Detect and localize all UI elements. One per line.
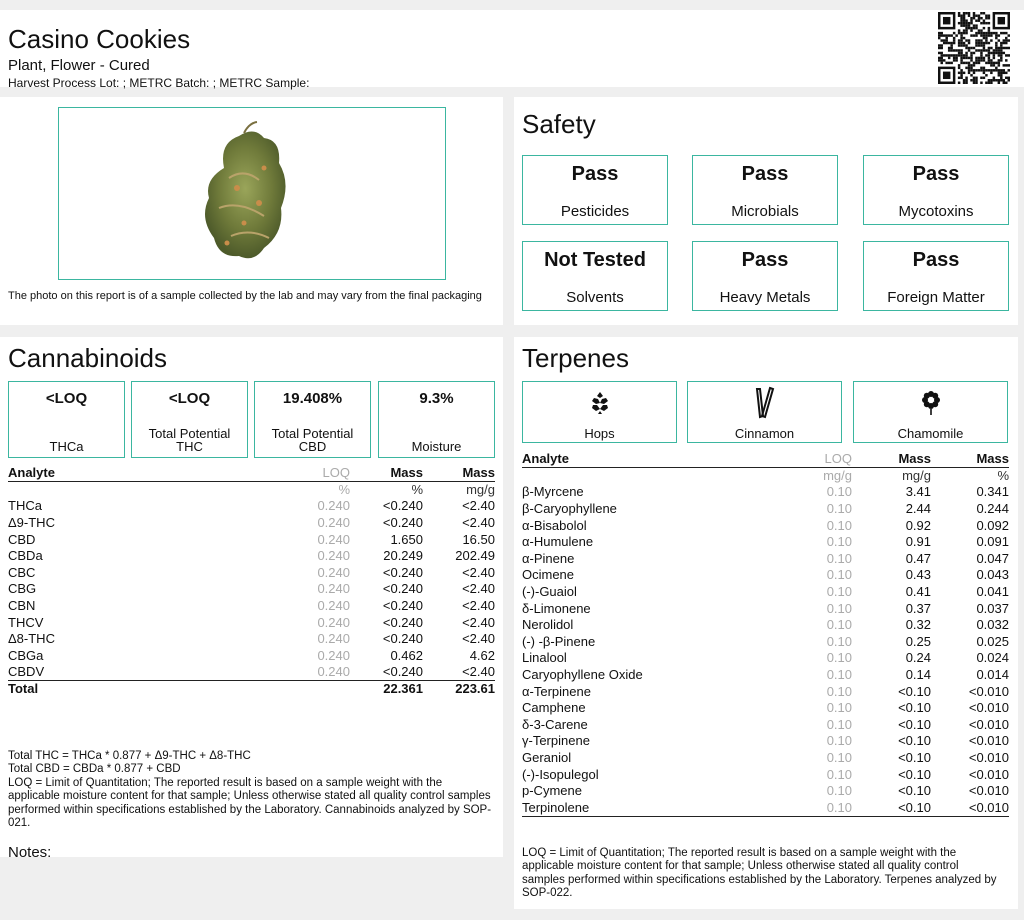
mass-pct-value: 0.032 — [976, 617, 1009, 633]
mass-pct-value: <0.010 — [968, 783, 1009, 799]
safety-test-foreign-matter — [863, 241, 1009, 311]
mass-mg-value: <2.40 — [462, 498, 495, 514]
mass-mg-value: 0.25 — [905, 633, 931, 649]
analyte-name: p-Cymene — [522, 783, 582, 799]
mass-pct-value: <0.010 — [968, 733, 1009, 749]
table-row — [8, 515, 495, 532]
table-row — [522, 766, 1009, 783]
hops-icon — [587, 390, 613, 416]
table-row — [522, 717, 1009, 734]
mass-pct-value: <0.010 — [968, 766, 1009, 782]
mass-pct-value: 0.091 — [976, 534, 1009, 550]
product-type: Plant, Flower - Cured — [8, 57, 150, 74]
mass-pct-value: <0.240 — [382, 664, 423, 680]
loq-value: 0.240 — [317, 548, 350, 564]
loq-value: 0.240 — [317, 498, 350, 514]
loq-value: 0.10 — [826, 600, 852, 616]
safety-result: Pass — [741, 163, 789, 185]
mass-mg-value: <2.40 — [462, 664, 495, 680]
cannabinoids-panel — [0, 337, 503, 861]
table-row — [522, 700, 1009, 717]
cannabinoids-title: Cannabinoids — [8, 343, 168, 373]
loq-value: 0.10 — [826, 683, 852, 699]
safety-label: Foreign Matter — [887, 289, 985, 306]
summary-value: 9.3% — [419, 390, 454, 407]
mass-pct-unit: % — [997, 468, 1009, 484]
loq-value: 0.10 — [826, 484, 852, 500]
mass-pct-value: 0.041 — [976, 584, 1009, 600]
mass-mg-value: 0.47 — [905, 550, 931, 566]
table-row — [522, 733, 1009, 750]
mass-mg-value: 0.91 — [905, 534, 931, 550]
loq-value: 0.10 — [826, 700, 852, 716]
mass-pct-value: <0.010 — [968, 749, 1009, 765]
mass-pct-value: <0.240 — [382, 515, 423, 531]
summary-label: Total Potential CBD — [271, 426, 354, 454]
total-label: Total — [8, 681, 258, 698]
loq-value: 0.10 — [826, 534, 852, 550]
table-row — [522, 650, 1009, 667]
mass-pct-value: <0.010 — [931, 799, 1009, 816]
analyte-name: Linalool — [522, 650, 567, 666]
table-row — [8, 565, 495, 582]
analyte-name: (-)-Guaiol — [522, 584, 577, 600]
mass-pct-value: <0.010 — [968, 700, 1009, 716]
mass-mg-value: <2.40 — [462, 614, 495, 630]
analyte-name: Δ8-THC — [8, 631, 55, 647]
mass-pct-value: <0.240 — [382, 631, 423, 647]
loq-value: 0.240 — [317, 647, 350, 663]
table-row — [8, 498, 495, 515]
summary-total-thc — [131, 381, 248, 458]
loq-unit: mg/g — [823, 468, 852, 484]
table-row — [522, 484, 1009, 501]
terpenes-notes: LOQ = Limit of Quantitation; The reported result is based on a sample weight with the applicable moisture content for that sample; Unless otherwise stated all quality control samples performed within specifications established by the Laboratory. Terpenes analyzed by SOP-022. — [522, 847, 997, 900]
mass-mg-value: 0.32 — [905, 617, 931, 633]
analyte-name: Caryophyllene Oxide — [522, 667, 643, 683]
safety-test-pesticides — [522, 155, 668, 225]
mass-pct-value: 0.043 — [976, 567, 1009, 583]
total-cbd-formula: Total CBD = CBDa * 0.877 + CBD — [8, 763, 181, 776]
table-row — [8, 664, 495, 681]
loq-value: 0.10 — [826, 783, 852, 799]
summary-label: Moisture — [411, 439, 462, 454]
summary-label: Total Potential THC — [148, 426, 231, 454]
mass-pct-value: <0.240 — [382, 614, 423, 630]
loq-value: 0.240 — [317, 631, 350, 647]
table-row — [8, 548, 495, 565]
loq-value: 0.10 — [752, 799, 852, 816]
safety-result: Pass — [571, 163, 619, 185]
analyte-name: Geraniol — [522, 749, 572, 765]
terpenes-panel — [514, 337, 1018, 909]
mass-mg-value: <0.10 — [898, 733, 931, 749]
mass-pct-value: <0.240 — [382, 581, 423, 597]
safety-title: Safety — [522, 109, 596, 139]
loq-value: 0.10 — [826, 633, 852, 649]
analyte-name: α-Bisabolol — [522, 517, 587, 533]
loq-value: 0.10 — [826, 733, 852, 749]
table-row — [8, 631, 495, 648]
loq-value: 0.10 — [826, 749, 852, 765]
photo-caption: The photo on this report is of a sample collected by the lab and may vary from the final packaging — [8, 290, 482, 302]
report-header — [0, 10, 1024, 90]
lot-info: Harvest Process Lot: ; METRC Batch: ; METRC Sample: — [8, 76, 310, 90]
mass-pct-value: 0.462 — [390, 647, 423, 663]
mass-mg-value: <2.40 — [462, 631, 495, 647]
loq-value: 0.240 — [317, 581, 350, 597]
analyte-name: CBD — [8, 531, 36, 547]
table-row — [522, 517, 1009, 534]
mass-mg-value: 0.43 — [905, 567, 931, 583]
analyte-name: THCV — [8, 614, 44, 630]
mass-pct-value: 1.650 — [390, 531, 423, 547]
safety-result: Pass — [912, 163, 960, 185]
summary-label: THCa — [49, 439, 84, 454]
mass-pct-value: <0.240 — [382, 598, 423, 614]
mass-mg-value: <0.10 — [898, 700, 931, 716]
mass-mg-value: 16.50 — [462, 531, 495, 547]
table-row — [8, 598, 495, 615]
analyte-name: CBG — [8, 581, 37, 597]
mass-pct-unit: % — [411, 482, 423, 498]
total-row — [8, 681, 495, 698]
analyte-name: α-Pinene — [522, 550, 575, 566]
photo-panel — [0, 97, 503, 325]
loq-value: 0.10 — [826, 766, 852, 782]
terpenes-table — [522, 451, 1009, 817]
analyte-name: Camphene — [522, 700, 586, 716]
terpenes-title: Terpenes — [522, 343, 629, 373]
analyte-name: THCa — [8, 498, 42, 514]
loq-value: 0.10 — [826, 716, 852, 732]
loq-value: 0.240 — [317, 531, 350, 547]
table-row — [522, 501, 1009, 518]
sample-photo — [58, 107, 446, 280]
table-row — [522, 584, 1009, 601]
strain-title: Casino Cookies — [8, 24, 191, 54]
analyte-name: Ocimene — [522, 567, 575, 583]
table-row — [522, 567, 1009, 584]
aroma-chamomile — [853, 381, 1008, 443]
cannabis-bud-icon — [59, 108, 444, 278]
mass-pct-header: Mass — [931, 451, 1009, 468]
analyte-name: CBDa — [8, 548, 43, 564]
mass-mg-value: 0.14 — [905, 667, 931, 683]
mass-pct-value: 0.092 — [976, 517, 1009, 533]
mass-mg-value: 4.62 — [469, 647, 495, 663]
analyte-header: Analyte — [8, 465, 258, 482]
loq-value: 0.10 — [826, 567, 852, 583]
analyte-name: CBC — [8, 564, 36, 580]
analyte-name: α-Terpinene — [522, 683, 591, 699]
table-row — [522, 799, 1009, 816]
table-header-row — [522, 451, 1009, 468]
mass-mg-value: 202.49 — [455, 548, 495, 564]
safety-label: Heavy Metals — [719, 289, 811, 306]
cinnamon-icon — [752, 386, 778, 420]
safety-label: Microbials — [731, 203, 799, 220]
loq-value: 0.240 — [317, 664, 350, 680]
mass-mg-value: 3.41 — [905, 484, 931, 500]
mass-pct-value: 0.014 — [976, 667, 1009, 683]
safety-result: Not Tested — [544, 249, 646, 271]
mass-mg-header: Mass — [423, 465, 495, 482]
aroma-label: Hops — [584, 426, 615, 441]
aroma-label: Cinnamon — [734, 426, 795, 441]
analyte-name: α-Humulene — [522, 534, 594, 550]
summary-thca — [8, 381, 125, 458]
mass-pct-value: <0.010 — [968, 683, 1009, 699]
mass-pct-value: 0.047 — [976, 550, 1009, 566]
mass-mg-header: Mass — [852, 451, 931, 468]
total-pct: 22.361 — [350, 681, 423, 698]
units-row — [522, 468, 1009, 485]
units-row — [8, 482, 495, 499]
mass-mg-value: 0.92 — [905, 517, 931, 533]
table-header-row — [8, 465, 495, 482]
analyte-name: CBN — [8, 598, 36, 614]
loq-header: LOQ — [752, 451, 852, 468]
table-row — [8, 581, 495, 598]
table-row — [522, 617, 1009, 634]
summary-value: <LOQ — [45, 390, 88, 407]
mass-mg-value: <2.40 — [462, 581, 495, 597]
safety-test-microbials — [692, 155, 838, 225]
total-mg: 223.61 — [423, 681, 495, 698]
mass-mg-value: 0.24 — [905, 650, 931, 666]
table-row — [522, 551, 1009, 568]
mass-pct-value: 0.025 — [976, 633, 1009, 649]
mass-mg-value: <0.10 — [898, 749, 931, 765]
aroma-label: Chamomile — [897, 426, 964, 441]
mass-pct-value: 0.244 — [976, 501, 1009, 517]
analyte-name: Terpinolene — [522, 799, 752, 816]
mass-mg-value: <2.40 — [462, 564, 495, 580]
analyte-name: δ-3-Carene — [522, 716, 588, 732]
table-row — [522, 683, 1009, 700]
safety-test-mycotoxins — [863, 155, 1009, 225]
safety-panel — [514, 97, 1018, 325]
loq-disclaimer: LOQ = Limit of Quantitation; The reported result is based on a sample weight with the applicable moisture content for that sample; Unless otherwise stated all quality control samples performed within specifications established by the Laboratory. Cannabinoids analyzed by SOP-021. — [8, 776, 492, 830]
mass-pct-value: <0.010 — [968, 716, 1009, 732]
mass-pct-value: 0.341 — [976, 484, 1009, 500]
mass-pct-value: <0.240 — [382, 564, 423, 580]
safety-label: Solvents — [566, 289, 624, 306]
aroma-cinnamon — [687, 381, 842, 443]
analyte-name: (-)-Isopulegol — [522, 766, 599, 782]
mass-mg-value: 0.37 — [905, 600, 931, 616]
cannabinoids-notes — [8, 750, 493, 830]
summary-total-cbd — [254, 381, 371, 458]
analyte-name: CBGa — [8, 647, 44, 663]
summary-value: <LOQ — [168, 390, 211, 407]
mass-mg-value: 2.44 — [905, 501, 931, 517]
table-row — [522, 600, 1009, 617]
table-row — [522, 783, 1009, 800]
analyte-name: β-Caryophyllene — [522, 501, 617, 517]
loq-value: 0.10 — [826, 667, 852, 683]
mass-mg-value: <0.10 — [898, 766, 931, 782]
analyte-header: Analyte — [522, 451, 752, 468]
total-loq-empty — [258, 681, 350, 698]
loq-header: LOQ — [258, 465, 350, 482]
loq-value: 0.10 — [826, 550, 852, 566]
analyte-name: Nerolidol — [522, 617, 574, 633]
mass-pct-value: <0.240 — [382, 498, 423, 514]
loq-value: 0.240 — [317, 614, 350, 630]
analyte-name: (-) -β-Pinene — [522, 633, 596, 649]
table-row — [522, 667, 1009, 684]
mass-mg-value: <2.40 — [462, 515, 495, 531]
analyte-name: γ-Terpinene — [522, 733, 590, 749]
notes-label: Notes: — [8, 844, 52, 861]
mass-mg-value: <0.10 — [852, 799, 931, 816]
loq-value: 0.10 — [826, 617, 852, 633]
loq-value: 0.10 — [826, 501, 852, 517]
loq-value: 0.240 — [317, 598, 350, 614]
mass-pct-value: 20.249 — [383, 548, 423, 564]
summary-moisture — [378, 381, 495, 458]
analyte-name: CBDV — [8, 664, 45, 680]
summary-value: 19.408% — [282, 390, 343, 407]
mass-mg-value: <0.10 — [898, 783, 931, 799]
chamomile-icon — [919, 390, 943, 416]
safety-test-heavy-metals — [692, 241, 838, 311]
table-row — [522, 750, 1009, 767]
analyte-name: Δ9-THC — [8, 515, 55, 531]
qr-code-icon[interactable] — [938, 12, 1010, 84]
safety-label: Pesticides — [560, 203, 630, 220]
loq-unit: % — [338, 482, 350, 498]
mass-mg-unit: mg/g — [902, 468, 931, 484]
mass-mg-value: <2.40 — [462, 598, 495, 614]
loq-value: 0.240 — [317, 515, 350, 531]
table-row — [8, 614, 495, 631]
table-row — [8, 648, 495, 665]
mass-mg-value: 0.41 — [905, 584, 931, 600]
loq-value: 0.10 — [826, 584, 852, 600]
loq-value: 0.10 — [826, 650, 852, 666]
safety-result: Pass — [912, 249, 960, 271]
safety-label: Mycotoxins — [898, 203, 974, 220]
loq-value: 0.10 — [826, 517, 852, 533]
safety-test-solvents — [522, 241, 668, 311]
table-row — [522, 534, 1009, 551]
mass-pct-value: 0.024 — [976, 650, 1009, 666]
analyte-name: δ-Limonene — [522, 600, 591, 616]
loq-value: 0.240 — [317, 564, 350, 580]
cannabinoids-table — [8, 465, 495, 697]
total-thc-formula: Total THC = THCa * 0.877 + Δ9-THC + Δ8-THC — [8, 750, 251, 762]
analyte-name: β-Myrcene — [522, 484, 584, 500]
table-row — [8, 531, 495, 548]
mass-mg-value: <0.10 — [898, 716, 931, 732]
mass-mg-value: <0.10 — [898, 683, 931, 699]
mass-mg-unit: mg/g — [466, 482, 495, 498]
mass-pct-header: Mass — [350, 465, 423, 482]
table-row — [522, 634, 1009, 651]
aroma-hops — [522, 381, 677, 443]
mass-pct-value: 0.037 — [976, 600, 1009, 616]
safety-result: Pass — [741, 249, 789, 271]
